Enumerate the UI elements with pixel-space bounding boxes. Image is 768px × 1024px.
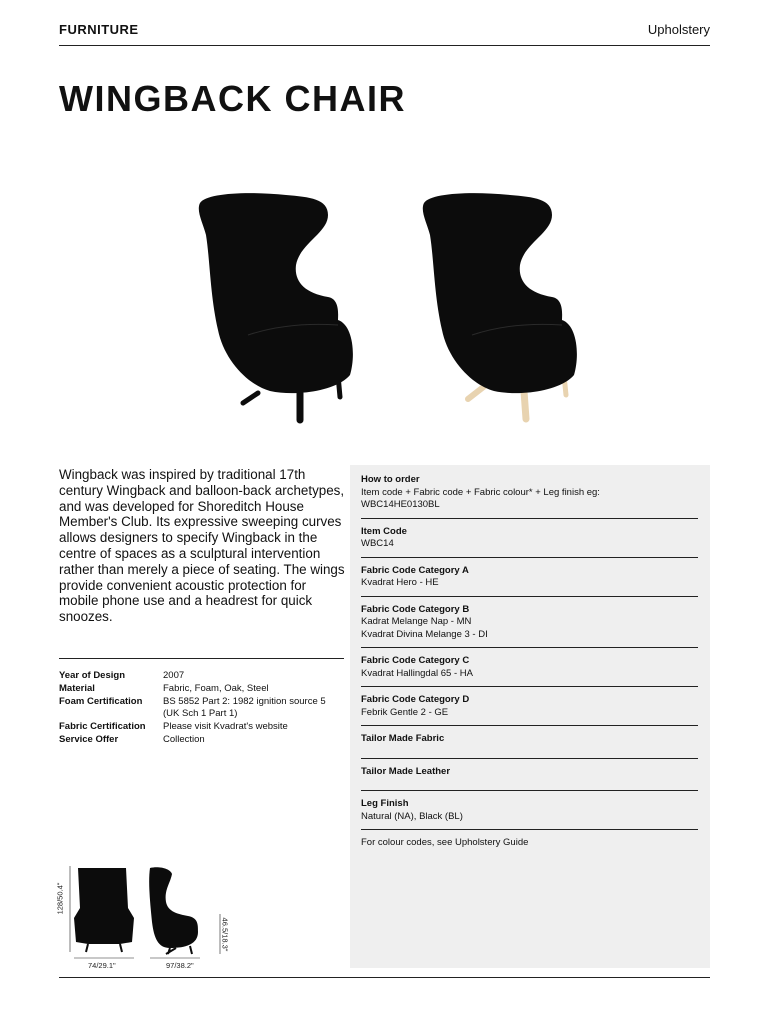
wingback-chair-black-legs-image <box>188 185 358 430</box>
order-line: WBC14 <box>361 538 394 549</box>
spec-label: Material <box>59 682 95 694</box>
spec-label: Service Offer <box>59 733 119 745</box>
fabric-category-d-block <box>361 694 698 726</box>
order-heading: Tailor Made Fabric <box>361 733 445 744</box>
order-line: Kadrat Melange Nap - MN <box>361 616 472 627</box>
fabric-category-a-block <box>361 565 698 597</box>
tailor-made-fabric-block <box>361 733 698 759</box>
spec-value: BS 5852 Part 2: 1982 ignition source 5 (UK Sch 1 Part 1) <box>163 695 326 720</box>
footer-rule <box>59 977 710 978</box>
order-heading: Fabric Code Category D <box>361 694 470 705</box>
category-label: FURNITURE <box>59 22 139 37</box>
order-heading: Item Code <box>361 525 407 537</box>
page-header <box>59 22 710 46</box>
order-line: Kvadrat Divina Melange 3 - DI <box>361 628 488 640</box>
order-heading: Tailor Made Leather <box>361 765 451 777</box>
spec-value: 2007 <box>163 670 185 681</box>
seat-height-dimension: 46.5/18.3" <box>220 917 230 952</box>
order-line: Febrik Gentle 2 - GE <box>361 706 449 718</box>
side-view-drawing <box>149 867 220 958</box>
spec-label: Fabric Certification <box>59 721 146 733</box>
spec-label: Year of Design <box>59 670 125 681</box>
order-heading: Leg Finish <box>361 798 409 809</box>
order-heading: Fabric Code Category B <box>361 603 470 615</box>
order-line: Item code + Fabric code + Fabric colour* + Leg finish eg: <box>361 486 600 498</box>
description-text: Wingback was inspired by traditional 17th century Wingback and balloon-back archetypes, and was developed for Shoreditch House Member's Club. Its expressive sweeping curves allows designers to specify Wingback in the centre of spaces as a sculptural intervention rather than merely a piece of seating. The wings provide convenient acoustic protection for mobile phone use and a headrest for quick snoozes. <box>59 467 345 625</box>
spec-row <box>59 734 344 747</box>
tailor-made-leather-block <box>361 766 698 792</box>
spec-table <box>59 658 344 747</box>
height-dimension: 128/50.4" <box>55 882 65 915</box>
order-heading: Fabric Code Category A <box>361 564 469 576</box>
section-label: Upholstery <box>647 22 710 37</box>
spec-value: Collection <box>163 733 205 745</box>
order-line: Kvadrat Hero - HE <box>361 577 439 588</box>
spec-label: Foam Certification <box>59 695 143 707</box>
how-to-order-block <box>361 474 698 519</box>
front-view-drawing <box>70 866 134 958</box>
order-line: WBC14HE0130BL <box>361 499 440 510</box>
colour-codes-note: For colour codes, see Upholstery Guide <box>361 837 529 848</box>
product-description <box>59 467 349 625</box>
spec-row <box>59 670 344 683</box>
order-heading: Fabric Code Category C <box>361 655 470 666</box>
spec-row <box>59 721 344 734</box>
spec-row <box>59 696 344 722</box>
ordering-panel <box>350 465 710 968</box>
wingback-chair-natural-legs-image <box>412 185 582 430</box>
fabric-category-b-block <box>361 604 698 649</box>
product-title: WINGBACK CHAIR <box>59 78 406 119</box>
leg-finish-block <box>361 798 698 830</box>
spec-value: Please visit Kvadrat's website <box>163 721 288 733</box>
order-line: Kvadrat Hallingdal 65 - HA <box>361 667 473 679</box>
order-line: Natural (NA), Black (BL) <box>361 810 463 822</box>
fabric-category-c-block <box>361 655 698 687</box>
depth-dimension: 97/38.2" <box>166 961 194 970</box>
dimension-drawing-svg <box>58 862 238 972</box>
spec-row <box>59 683 344 696</box>
width-dimension: 74/29.1" <box>88 961 116 970</box>
dimension-drawings <box>55 862 238 972</box>
item-code-block <box>361 526 698 558</box>
spec-value: Fabric, Foam, Oak, Steel <box>163 682 269 694</box>
order-heading: How to order <box>361 474 420 485</box>
